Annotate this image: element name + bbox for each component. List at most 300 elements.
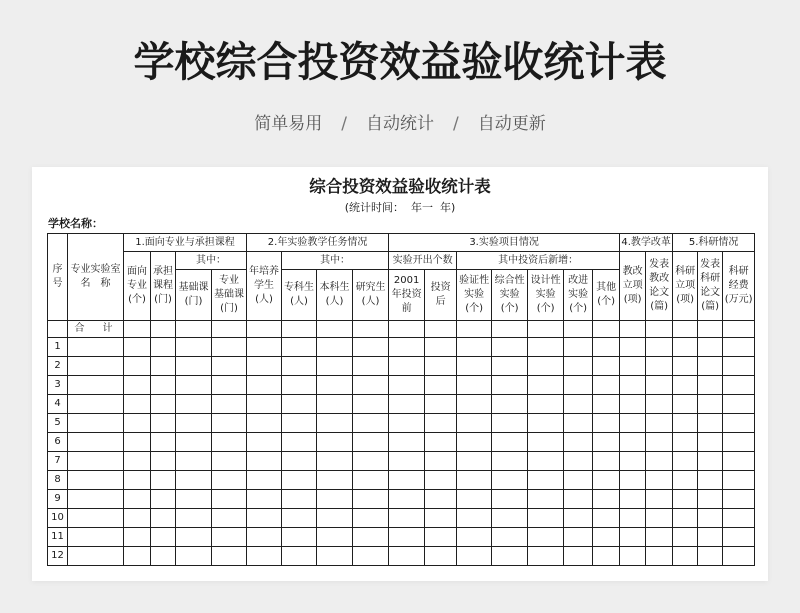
table-cell [151,490,176,509]
table-cell [492,414,528,433]
table-cell [698,321,723,338]
table-cell [151,395,176,414]
row-number: 1 [48,338,68,357]
table-cell [593,471,620,490]
table-cell [425,528,457,547]
table-cell [673,414,698,433]
table-cell [492,547,528,566]
table-cell [282,357,317,376]
table-cell [151,547,176,566]
table-cell [492,433,528,452]
table-cell [282,321,317,338]
table-cell [176,471,212,490]
tagline-item: 自动更新 [477,114,546,134]
table-cell [457,357,492,376]
table-cell [282,547,317,566]
table-cell [124,471,151,490]
table-cell [282,433,317,452]
table-cell [425,509,457,528]
table-row [48,471,755,490]
tagline-item: 简单易用 [254,114,323,134]
table-cell [425,395,457,414]
table-cell [620,547,646,566]
header-research-funds: 科研 经费 (万元) [723,252,755,321]
table-cell [528,321,564,338]
table-cell [176,528,212,547]
table-cell [317,321,353,338]
table-cell [212,509,247,528]
table-cell [124,357,151,376]
table-header [48,234,755,321]
table-cell [353,509,389,528]
table-cell [425,376,457,395]
total-row [48,321,755,338]
table-cell [698,414,723,433]
table-cell [389,357,425,376]
tagline-separator: / [453,114,459,134]
table-cell [492,509,528,528]
table-cell [528,490,564,509]
table-cell [389,490,425,509]
header-basic-courses: 基础课 (门) [176,270,212,321]
table-cell [282,452,317,471]
table-cell [723,433,755,452]
table-cell [68,528,124,547]
table-cell [723,414,755,433]
table-cell [620,528,646,547]
table-cell [723,357,755,376]
table-cell [389,452,425,471]
row-number: 2 [48,357,68,376]
table-cell [425,490,457,509]
table-cell [673,547,698,566]
table-cell [646,490,673,509]
table-cell [492,490,528,509]
table-cell [353,547,389,566]
table-cell [620,471,646,490]
table-cell [151,357,176,376]
table-cell [176,509,212,528]
table-cell [492,395,528,414]
sheet-title: 综合投资效益验收统计表 [309,177,491,196]
table-cell [457,321,492,338]
table-cell [698,376,723,395]
table-cell [353,357,389,376]
table-cell [247,471,282,490]
table-cell [282,414,317,433]
table-cell [457,452,492,471]
table-cell [673,433,698,452]
table-cell [698,547,723,566]
table-cell [389,376,425,395]
table-row [48,376,755,395]
table-cell [68,471,124,490]
table-cell [176,433,212,452]
table-cell [528,528,564,547]
table-cell [212,338,247,357]
table-cell [620,376,646,395]
table-cell [68,433,124,452]
table-cell [389,395,425,414]
table-cell [124,528,151,547]
table-cell [425,338,457,357]
table-cell [528,338,564,357]
table-cell [176,395,212,414]
table-cell [457,433,492,452]
header-verification-experiments: 验证性 实验 (个) [457,270,492,321]
header-design-experiments: 设计性 实验 (个) [528,270,564,321]
header-row [48,234,755,252]
table-cell [247,321,282,338]
header-before-2001-investment: 2001 年投资 前 [389,270,425,321]
table-cell [698,509,723,528]
table-cell [673,452,698,471]
statistics-period: (统计时间： 年一 年) [344,201,456,214]
table-cell [673,357,698,376]
table-cell [646,471,673,490]
table-cell [68,452,124,471]
table-cell [151,471,176,490]
table-cell [151,414,176,433]
table-cell [528,547,564,566]
table-cell [353,414,389,433]
table-cell [151,509,176,528]
table-cell [723,509,755,528]
header-group-research: 5.科研情况 [673,234,755,252]
table-cell [282,376,317,395]
table-cell [247,376,282,395]
table-cell [698,433,723,452]
table-cell [723,547,755,566]
table-row [48,414,755,433]
header-after-investment: 投资 后 [425,270,457,321]
table-cell [593,376,620,395]
table-cell [151,376,176,395]
table-cell [457,509,492,528]
table-cell [247,490,282,509]
table-cell [317,528,353,547]
table-cell [425,471,457,490]
header-group-teaching-reform: 4.教学改革 [620,234,673,252]
table-cell [317,452,353,471]
table-cell [124,490,151,509]
table-cell [176,414,212,433]
table-cell [317,490,353,509]
table-cell [317,414,353,433]
table-cell [389,321,425,338]
table-cell [564,471,593,490]
table-cell [353,528,389,547]
table-cell [620,452,646,471]
table-cell [389,547,425,566]
table-cell [698,357,723,376]
table-cell [247,433,282,452]
table-cell [528,414,564,433]
table-cell [646,338,673,357]
statistics-table [47,233,755,566]
table-cell [317,433,353,452]
header-courses-undertaken: 承担 课程 (门) [151,252,176,321]
row-number: 7 [48,452,68,471]
tagline [0,113,800,135]
table-cell [317,376,353,395]
table-cell [176,452,212,471]
table-cell [564,547,593,566]
table-cell [353,321,389,338]
header-lab-name: 专业实验室 名 称 [68,234,124,321]
table-cell [212,376,247,395]
table-cell [646,452,673,471]
table-cell [593,433,620,452]
table-cell [247,395,282,414]
table-cell [212,490,247,509]
table-cell [317,471,353,490]
table-cell [646,509,673,528]
table-cell [425,321,457,338]
table-cell [317,547,353,566]
table-row [48,528,755,547]
table-cell [124,452,151,471]
table-cell [425,433,457,452]
table-cell [353,395,389,414]
table-cell [176,376,212,395]
header-improved-experiments: 改进 实验 (个) [564,270,593,321]
row-number: 4 [48,395,68,414]
table-cell [425,452,457,471]
table-cell [212,528,247,547]
table-cell [457,528,492,547]
table-cell [212,471,247,490]
table-cell [212,414,247,433]
table-cell [723,452,755,471]
table-cell [723,528,755,547]
table-cell [457,490,492,509]
header-students-trained: 年培养 学生 (人) [247,252,282,321]
table-cell [646,376,673,395]
table-cell [564,357,593,376]
table-cell [151,321,176,338]
table-cell [528,471,564,490]
table-cell [564,452,593,471]
table-body [48,321,755,566]
table-cell [68,395,124,414]
table-cell [673,395,698,414]
table-cell [593,395,620,414]
table-cell [425,357,457,376]
table-cell [492,471,528,490]
header-row [48,252,755,270]
header-serial-number: 序 号 [48,234,68,321]
table-cell [528,357,564,376]
table-cell [176,321,212,338]
table-cell [698,452,723,471]
table-cell [68,414,124,433]
tagline-item: 自动统计 [366,114,434,134]
table-cell [492,338,528,357]
table-cell [247,547,282,566]
table-cell [353,471,389,490]
header-group-experiment-projects: 3.实验项目情况 [389,234,620,252]
table-cell [389,528,425,547]
table-cell [646,547,673,566]
table-cell [124,395,151,414]
table-cell [492,357,528,376]
table-cell [673,490,698,509]
table-cell [564,509,593,528]
table-cell [698,528,723,547]
table-cell [353,433,389,452]
table-cell [457,376,492,395]
table-cell [593,547,620,566]
table-cell [389,471,425,490]
table-cell [282,509,317,528]
table-cell [124,321,151,338]
table-cell [646,528,673,547]
table-cell [68,547,124,566]
table-cell [673,528,698,547]
table-cell [68,338,124,357]
table-cell [564,414,593,433]
table-cell [212,433,247,452]
table-cell [212,321,247,338]
table-cell [673,471,698,490]
table-cell [282,490,317,509]
tagline-separator: / [341,114,347,134]
table-row [48,547,755,566]
table-cell [593,414,620,433]
table-cell [528,433,564,452]
table-cell [317,357,353,376]
row-number: 3 [48,376,68,395]
table-cell [492,528,528,547]
table-cell [646,414,673,433]
row-number: 9 [48,490,68,509]
table-cell [457,547,492,566]
table-cell [593,357,620,376]
table-cell [151,338,176,357]
table-cell [528,452,564,471]
hero-title: 学校综合投资效益验收统计表 [133,38,667,86]
table-cell [673,509,698,528]
table-cell [528,395,564,414]
table-cell [68,357,124,376]
table-cell [247,509,282,528]
table-row [48,357,755,376]
table-cell [593,338,620,357]
table-cell [176,547,212,566]
table-cell [247,528,282,547]
table-cell [673,321,698,338]
header-junior-college-students: 专科生 (人) [282,270,317,321]
header-reform-papers: 发表 教改 论文 (篇) [646,252,673,321]
table-cell [698,490,723,509]
table-cell [723,471,755,490]
table-cell [317,338,353,357]
table-cell [492,321,528,338]
table-cell [425,547,457,566]
total-label: 合 计 [68,321,124,338]
table-cell [564,321,593,338]
table-cell [593,528,620,547]
header-research-papers: 发表 科研 论文 (篇) [698,252,723,321]
header-comprehensive-experiments: 综合性 实验 (个) [492,270,528,321]
table-cell [151,452,176,471]
table-cell [389,433,425,452]
table-cell [593,452,620,471]
table-cell [457,338,492,357]
table-cell [124,547,151,566]
sheet-preview-card [32,167,768,581]
table-cell [646,433,673,452]
table-cell [282,395,317,414]
table-cell [620,338,646,357]
row-number: 5 [48,414,68,433]
table-row [48,433,755,452]
table-cell [212,357,247,376]
table-cell [389,509,425,528]
table-cell [646,357,673,376]
table-cell [212,547,247,566]
table-cell [620,433,646,452]
table-cell [353,338,389,357]
row-number: 8 [48,471,68,490]
header-graduate-students: 研究生 (人) [353,270,389,321]
table-row [48,490,755,509]
table-cell [176,338,212,357]
row-number: 12 [48,547,68,566]
row-number: 11 [48,528,68,547]
table-cell [124,376,151,395]
table-cell [353,452,389,471]
table-cell [620,357,646,376]
table-row [48,338,755,357]
table-cell [176,490,212,509]
table-cell [492,376,528,395]
table-cell [124,433,151,452]
table-cell [528,509,564,528]
table-cell [389,414,425,433]
table-cell [457,395,492,414]
header-new-experiments: 其中投资后新增： [457,252,620,270]
table-cell [247,338,282,357]
table-cell [620,414,646,433]
table-row [48,395,755,414]
header-experiments-offered: 实验开出个数 [389,252,457,270]
table-cell [68,376,124,395]
table-cell [620,395,646,414]
table-cell [723,376,755,395]
table-cell [698,395,723,414]
table-cell [723,338,755,357]
table-cell [564,338,593,357]
header-research-projects: 科研 立项 (项) [673,252,698,321]
header-group-teaching-tasks: 2.年实验教学任务情况 [247,234,389,252]
school-name-label: 学校名称： [48,217,103,230]
header-other-experiments: 其他 (个) [593,270,620,321]
table-cell [723,490,755,509]
table-cell [593,490,620,509]
table-cell [457,414,492,433]
table-cell [282,471,317,490]
table-cell [212,395,247,414]
table-cell [620,509,646,528]
table-cell [124,338,151,357]
table-cell [528,376,564,395]
table-cell [389,338,425,357]
table-cell [68,490,124,509]
table-cell [620,321,646,338]
table-cell [646,395,673,414]
